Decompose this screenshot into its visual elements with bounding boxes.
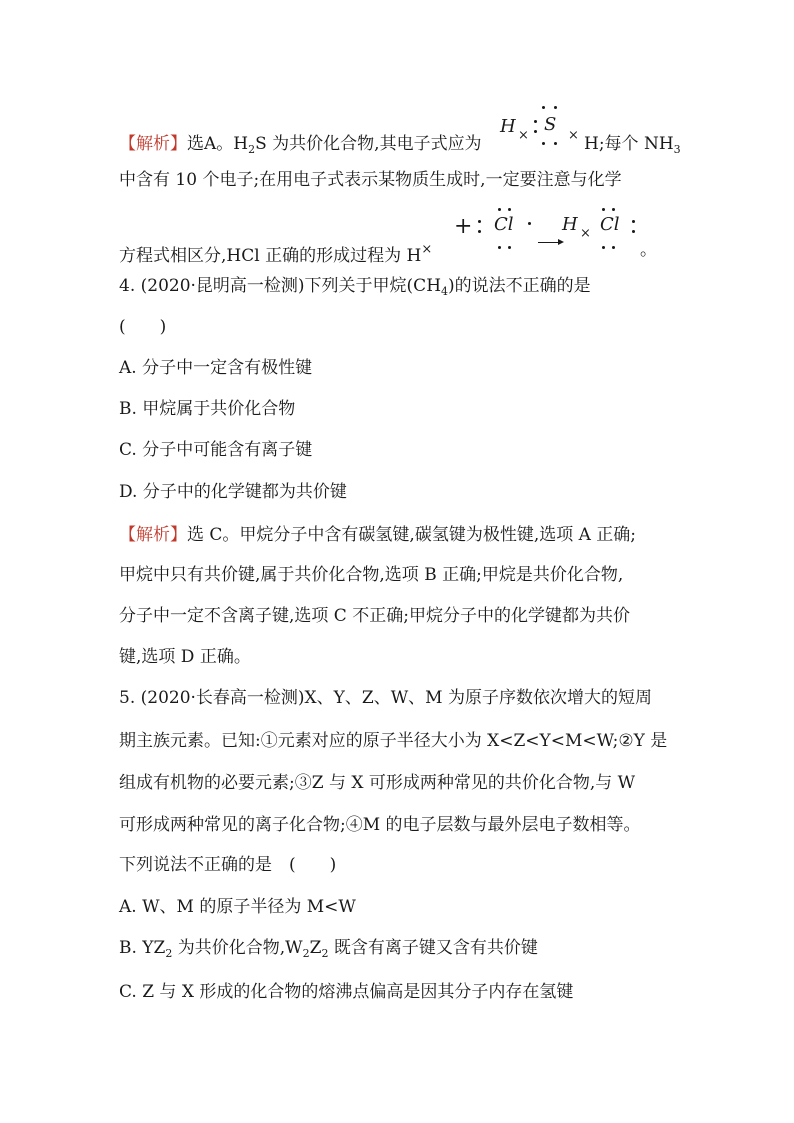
analysis2-line1: 【解析】选 C。甲烷分子中含有碳氢键,碳氢键为极性键,选项 A 正确; bbox=[119, 525, 637, 545]
analysis2-line2: 甲烷中只有共价键,属于共价化合物,选项 B 正确;甲烷是共价化合物, bbox=[119, 565, 624, 585]
q5-option-b: B. $YZ_2$ 为共价化合物$,W_2Z_2$ 既含有离子键又含有共价键 bbox=[119, 938, 538, 960]
q5-line3: 组成有机物的必要元素;③Z 与 X 可形成两种常见的共价化合物,与 W bbox=[119, 773, 636, 793]
q5-option-c: C. Z 与 X 形成的化合物的熔沸点偏高是因其分子内存在氢键 bbox=[119, 982, 574, 1002]
analysis1-line1: 【解析】选A。$H_2S$ 为共价化合物,其电子式应为 bbox=[119, 134, 482, 156]
analysis1-line1-end: H;每个 $NH_3$ bbox=[584, 134, 681, 156]
q4-stem: 4. (2020·昆明高一检测)下列关于甲烷$(CH_4)$的说法不正确的是 bbox=[119, 276, 591, 298]
hcl-formation-formula: + Cl H × Cl bbox=[450, 208, 650, 258]
q4-option-b: B. 甲烷属于共价化合物 bbox=[119, 399, 296, 419]
q5-line4: 可形成两种常见的离子化合物;④M 的电子层数与最外层电子数相等。 bbox=[119, 815, 641, 835]
analysis-tag: 【解析】 bbox=[119, 525, 187, 545]
q5-option-a: A. W、M 的原子半径为 M<W bbox=[119, 897, 356, 917]
analysis1-line2: 中含有 10 个电子;在用电子式表示某物质生成时,一定要注意与化学 bbox=[119, 170, 622, 190]
analysis-tag: 【解析】 bbox=[119, 134, 187, 154]
analysis2-line4: 键,选项 D 正确。 bbox=[119, 647, 251, 667]
q5-line5: 下列说法不正确的是 ( ) bbox=[119, 855, 337, 875]
analysis1-line3-end: 。 bbox=[640, 240, 657, 260]
h2s-electron-formula: H × S × bbox=[500, 112, 610, 156]
q4-option-c: C. 分子中可能含有离子键 bbox=[119, 440, 313, 460]
q4-option-d: D. 分子中的化学键都为共价键 bbox=[119, 482, 347, 502]
analysis2-line3: 分子中一定不含离子键,选项 C 不正确;甲烷分子中的化学键都为共价 bbox=[119, 606, 630, 626]
q5-line1: 5. (2020·长春高一检测)X、Y、Z、W、M 为原子序数依次增大的短周 bbox=[119, 688, 652, 708]
q4-option-a: A. 分子中一定含有极性键 bbox=[119, 358, 313, 378]
q5-line2: 期主族元素。已知:①元素对应的原子半径大小为 X<Z<Y<M<W;②Y 是 bbox=[119, 731, 668, 751]
q4-answer-paren: ( ) bbox=[119, 317, 167, 337]
analysis1-line3: 方程式相区分,HCl 正确的形成过程为 H× bbox=[119, 242, 433, 266]
